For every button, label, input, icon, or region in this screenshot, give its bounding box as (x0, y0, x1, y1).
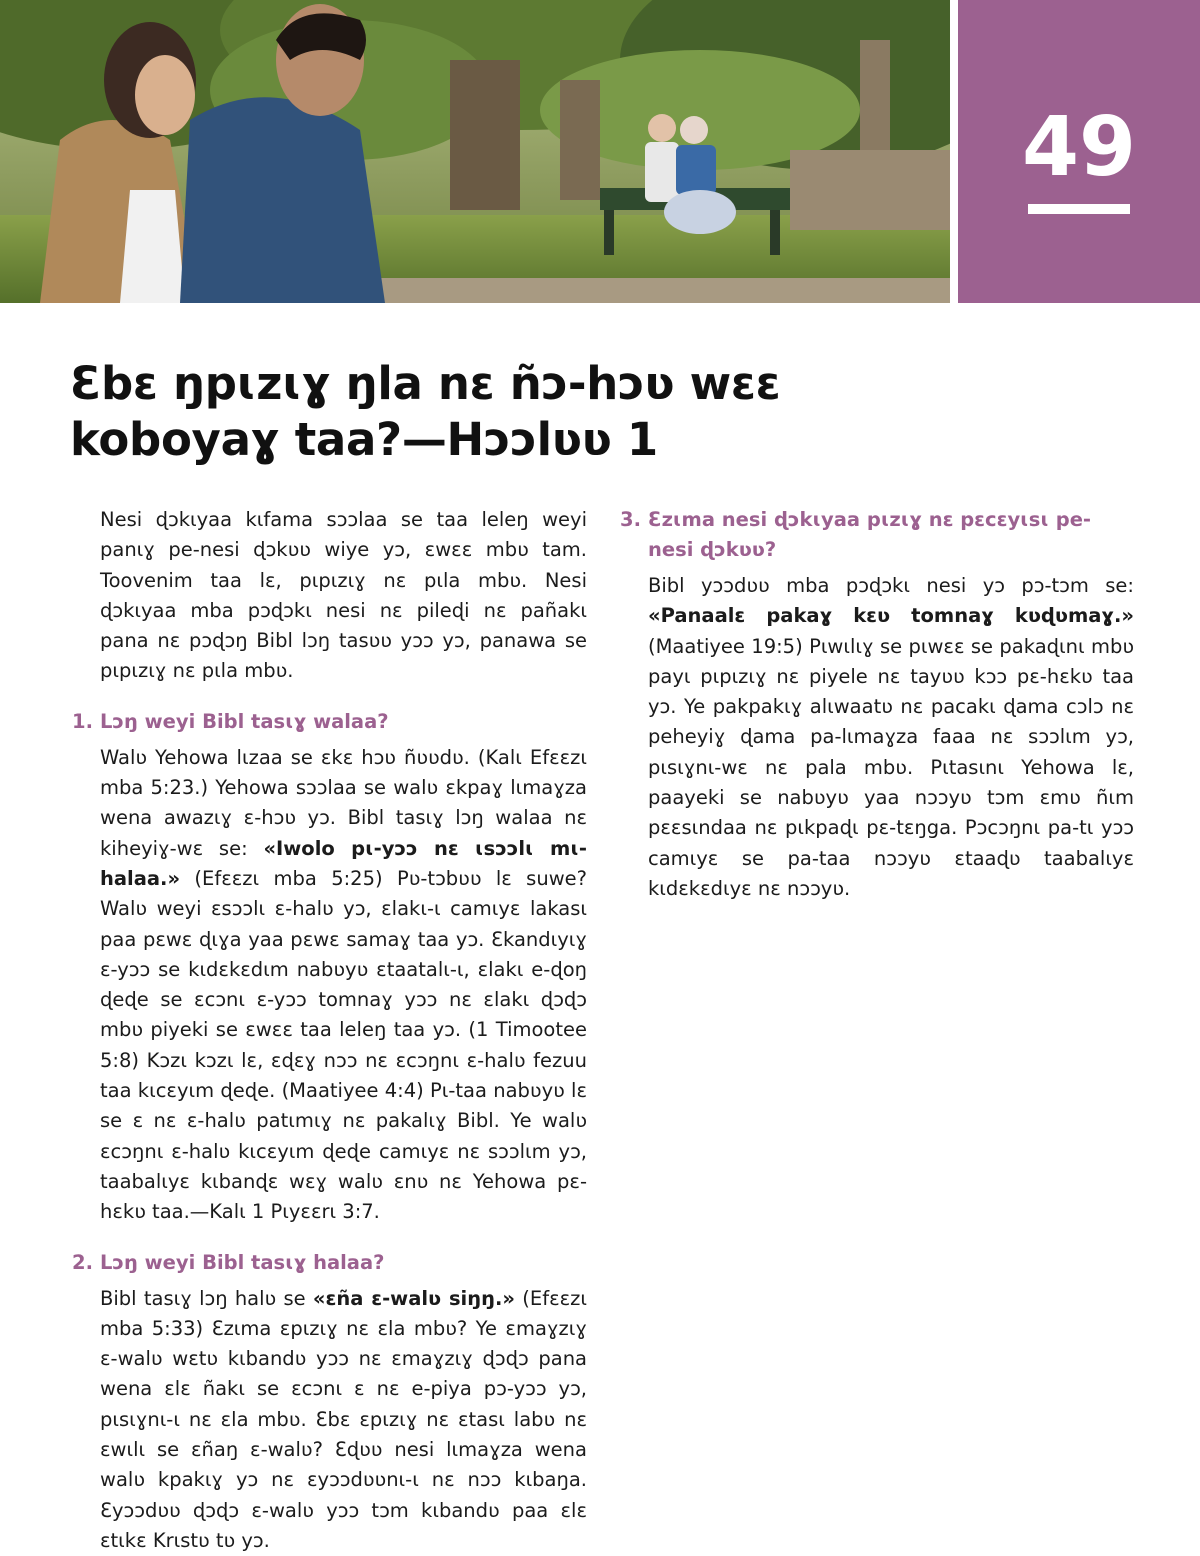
left-column (72, 505, 587, 1556)
section-number: 1. (72, 709, 93, 733)
text-run: (Maatiyee 19:5) Pɩwɩlɩɣ se pɩwɛɛ se pakaɖɩnɩ mbʋ payɩ pɩpɩzɩɣ nɛ piyele nɛ tayʋʋ kɔɔ pɛ-hɛkʋ taa yɔ. Ye pakpakɩɣ alɩwaatʋ nɛ pacakɩ ɖama cɔlɔ nɛ peheyiɣ ɖama pa-lɩmaɣza faaa nɛ sɔɔlɩm yɔ, pɩsɩɣnɩ-wɛ nɛ pala mbʋ. Pɩtasɩnɩ Yehowa lɛ, paayeki se nabʋyʋ yaa nɔɔyʋ tɔm ɛmʋ ñɩm pɛɛsɩndaa nɛ pɩkpaɖɩ pɛ-tɛŋga. Pɔcɔŋnɩ pa-tɩ yɔɔ camɩyɛ se pa-taa nɔɔyʋ ɛtaaɖʋ taabalɩyɛ kɩdɛkɛdɩyɛ nɛ nɔɔyʋ. (648, 634, 1134, 900)
section-paragraph-3 (620, 571, 1134, 904)
right-column (620, 505, 1134, 904)
section-paragraph-2 (72, 1284, 587, 1556)
section-question: Ɛzɩma nesi ɖɔkɩyaa pɩzɩɣ nɛ pɛcɛyɩsɩ pe-nesi ɖɔkʋʋ? (648, 508, 1092, 561)
section-question: Lɔŋ weyi Bibl tasɩɣ halaa? (100, 1250, 385, 1274)
page-title (70, 356, 930, 468)
text-run: Bibl yɔɔdʋʋ mba pɔɖɔkɩ nesi yɔ pɔ-tɔm se: (648, 574, 1134, 597)
bold-quote: «Iwolo pɩ-yɔɔ nɛ ɩsɔɔlɩ mɩ-halaa.» (100, 836, 588, 890)
text-run: Walʋ Yehowa lɩzaa se ɛkɛ hɔʋ ñʋʋdʋ. (Kalɩ Efɛɛzɩ mba 5:23.) Yehowa sɔɔlaa se walʋ ɛkpaɣ lɩmaɣza wena awazɩɣ ɛ-hɔʋ yɔ. Bibl tasɩɣ lɔŋ walaa nɛ kiheyiɣ-wɛ se: (100, 745, 587, 860)
bold-quote: «Panaalɛ pakaɣ kɛʋ tomnaɣ kʋɖʋmaɣ.» (648, 604, 1134, 628)
title-line-1: Ɛbɛ ŋpɩzɩɣ ŋla nɛ ñɔ-hɔʋ wɛɛ (70, 357, 781, 410)
section-heading-3 (620, 505, 1134, 565)
chapter-underline (1028, 204, 1130, 214)
section-heading-2 (72, 1248, 587, 1278)
intro-paragraph: Nesi ɖɔkɩyaa kɩfama sɔɔlaa se taa leleŋ weyi panɩɣ pe-nesi ɖɔkʋʋ wiye yɔ, ɛwɛɛ mbʋ tam. Toovenim taa lɛ, pɩpɩzɩɣ nɛ pɩla mbʋ. Nesi ɖɔkɩyaa mba pɔɖɔkɩ nesi nɛ pileɖi nɛ pañakɩ pana nɛ pɔɖɔŋ Bibl lɔŋ tasʋʋ yɔɔ yɔ, panawa se pɩpɩzɩɣ nɛ pɩla mbʋ. (100, 508, 587, 683)
park-couple-illustration (0, 0, 950, 303)
section-number: 2. (72, 1250, 93, 1274)
section-number: 3. (620, 508, 641, 531)
text-run: Bibl tasɩɣ lɔŋ halʋ se (100, 1286, 313, 1310)
chapter-badge (958, 0, 1200, 303)
section-question: Lɔŋ weyi Bibl tasɩɣ walaa? (100, 709, 389, 733)
hero-photo (0, 0, 950, 303)
section-paragraph-1 (72, 743, 587, 1228)
text-run: (Efɛɛzɩ mba 5:25) Pʋ-tɔbʋʋ lɛ suwe? Walʋ weyi ɛsɔɔlɩ ɛ-halʋ yɔ, ɛlakɩ-ɩ camɩyɛ lakasɩ paa pɛwɛ ɖɩɣa yaa pɛwɛ samaɣ taa yɔ. Ɛkandɩyɩɣ ɛ-yɔɔ se kɩdɛkɛdɩm nabʋyʋ ɛtaatalɩ-ɩ, ɛlakɩ e-ɖoŋ ɖeɖe se ɛcɔnɩ ɛ-yɔɔ tomnaɣ yɔɔ nɛ ɛlakɩ ɖɔɖɔ mbʋ piyeki se ɛwɛɛ taa leleŋ taa yɔ. (1 Timootee 5:8) Kɔzɩ kɔzɩ lɛ, ɛɖɛɣ nɔɔ nɛ ɛcɔŋnɩ ɛ-halʋ fezuu taa kɩcɛyɩm ɖeɖe. (Maatiyee 4:4) Pɩ-taa nabʋyʋ lɛ se ɛ nɛ ɛ-halʋ patɩmɩɣ nɛ pakalɩɣ Bibl. Ye walʋ ɛcɔŋnɩ ɛ-halʋ kɩcɛyɩm ɖeɖe camɩyɛ nɛ sɔɔlɩm yɔ, taabalɩyɛ kɩbanɖɛ wɛɣ walʋ ɛnʋ nɛ Yehowa pɛ-hɛkʋ taa.—Kalɩ 1 Pɩyɛɛrɩ 3:7. (100, 866, 587, 1224)
chapter-number: 49 (1021, 100, 1137, 195)
title-line-2: koboyaɣ taa?—Hɔɔlʋʋ 1 (70, 413, 658, 466)
text-run: (Efɛɛzɩ mba 5:33) Ɛzɩma ɛpɩzɩɣ nɛ ɛla mbʋ? Ye ɛmaɣzɩɣ ɛ-walʋ wɛtʋ kɩbandʋ yɔɔ nɛ ɛmaɣzɩɣ ɖɔɖɔ pana wena ɛlɛ ñakɩ se ɛcɔnɩ ɛ nɛ e-piya pɔ-yɔɔ yɔ, pɩsɩɣnɩ-ɩ nɛ ɛla mbʋ. Ɛbɛ ɛpɩzɩɣ nɛ ɛtasɩ labʋ nɛ ɛwɩlɩ se ɛñaŋ ɛ-walʋ? Ɛɖʋʋ nesi lɩmaɣza wena walʋ kpakɩɣ yɔ nɛ ɛyɔɔdʋʋnɩ-ɩ nɛ nɔɔ kɩbaŋa. Ɛyɔɔdʋʋ ɖɔɖɔ ɛ-walʋ yɔɔ tɔm kɩbandʋ paa ɛlɛ ɛtɩkɛ Krɩstʋ tʋ yɔ. (100, 1286, 587, 1552)
bold-quote: «ɛña ɛ-walʋ siŋŋ.» (312, 1286, 516, 1310)
section-heading-1 (72, 707, 587, 737)
